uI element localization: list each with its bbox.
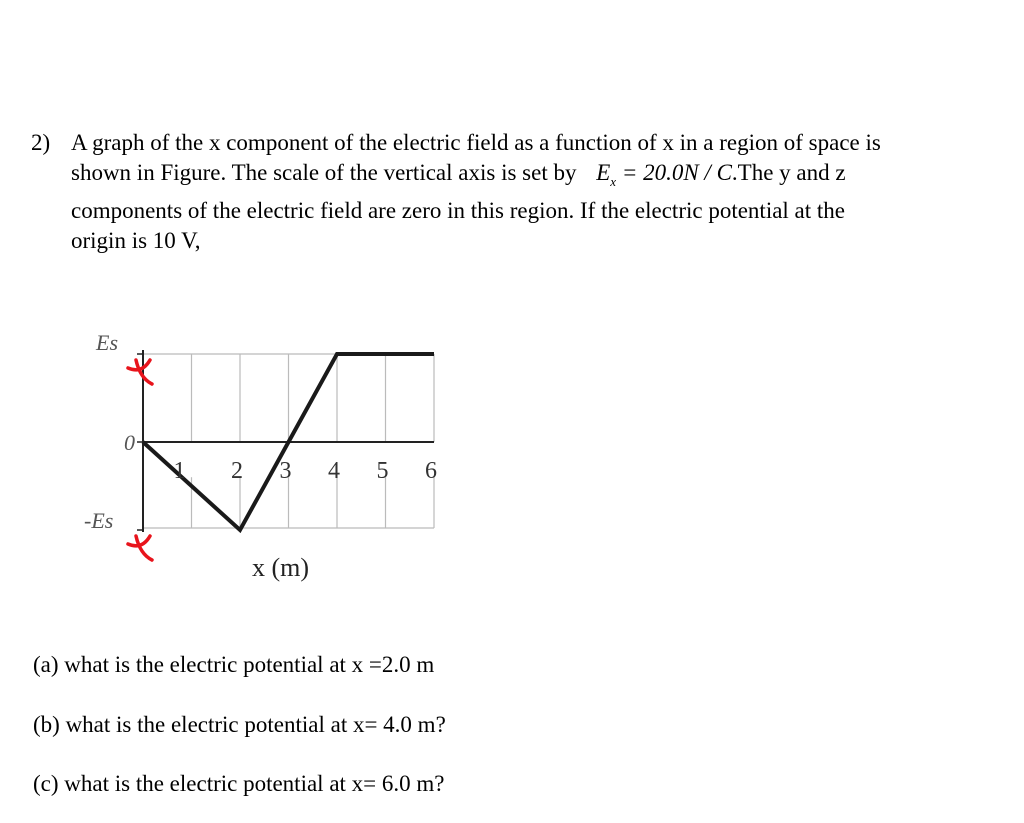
question-line-2 xyxy=(71,160,846,189)
question-number: 2) xyxy=(31,130,51,155)
electric-field-graph xyxy=(70,330,450,595)
sub-question-c: (c) what is the electric potential at x= 6.0 m? xyxy=(33,771,445,796)
y-tick-label: Es xyxy=(96,330,118,355)
x-tick-label: 6 xyxy=(425,458,437,484)
scale-symbol: E xyxy=(596,160,611,185)
y-tick-label: 0 xyxy=(124,430,135,455)
question-line-1: A graph of the x component of the electric field as a function of x in a region of space is xyxy=(71,130,881,155)
x-tick-label: 4 xyxy=(328,458,340,484)
x-tick-label: 1 xyxy=(173,458,186,484)
x-tick-label: 2 xyxy=(231,458,243,484)
question-line-2-pre: shown in Figure. The scale of the vertical axis is set by xyxy=(71,160,577,185)
scale-subscript: x xyxy=(610,174,617,189)
question-line-3: components of the electric field are zero in this region. If the electric potential at the xyxy=(71,198,846,223)
y-tick-label: -Es xyxy=(84,508,114,533)
sub-question-a: (a) what is the electric potential at x =2.0 m xyxy=(33,652,435,677)
question-line-4: origin is 10 V, xyxy=(71,228,201,253)
x-tick-label: 5 xyxy=(376,458,389,484)
scale-value: = 20.0N / C xyxy=(621,160,732,185)
sub-question-b: (b) what is the electric potential at x= 4.0 m? xyxy=(33,712,446,737)
x-axis-label: x (m) xyxy=(251,553,310,582)
question-line-2-post: .The y and z xyxy=(731,160,846,185)
x-tick-label: 3 xyxy=(279,458,292,484)
